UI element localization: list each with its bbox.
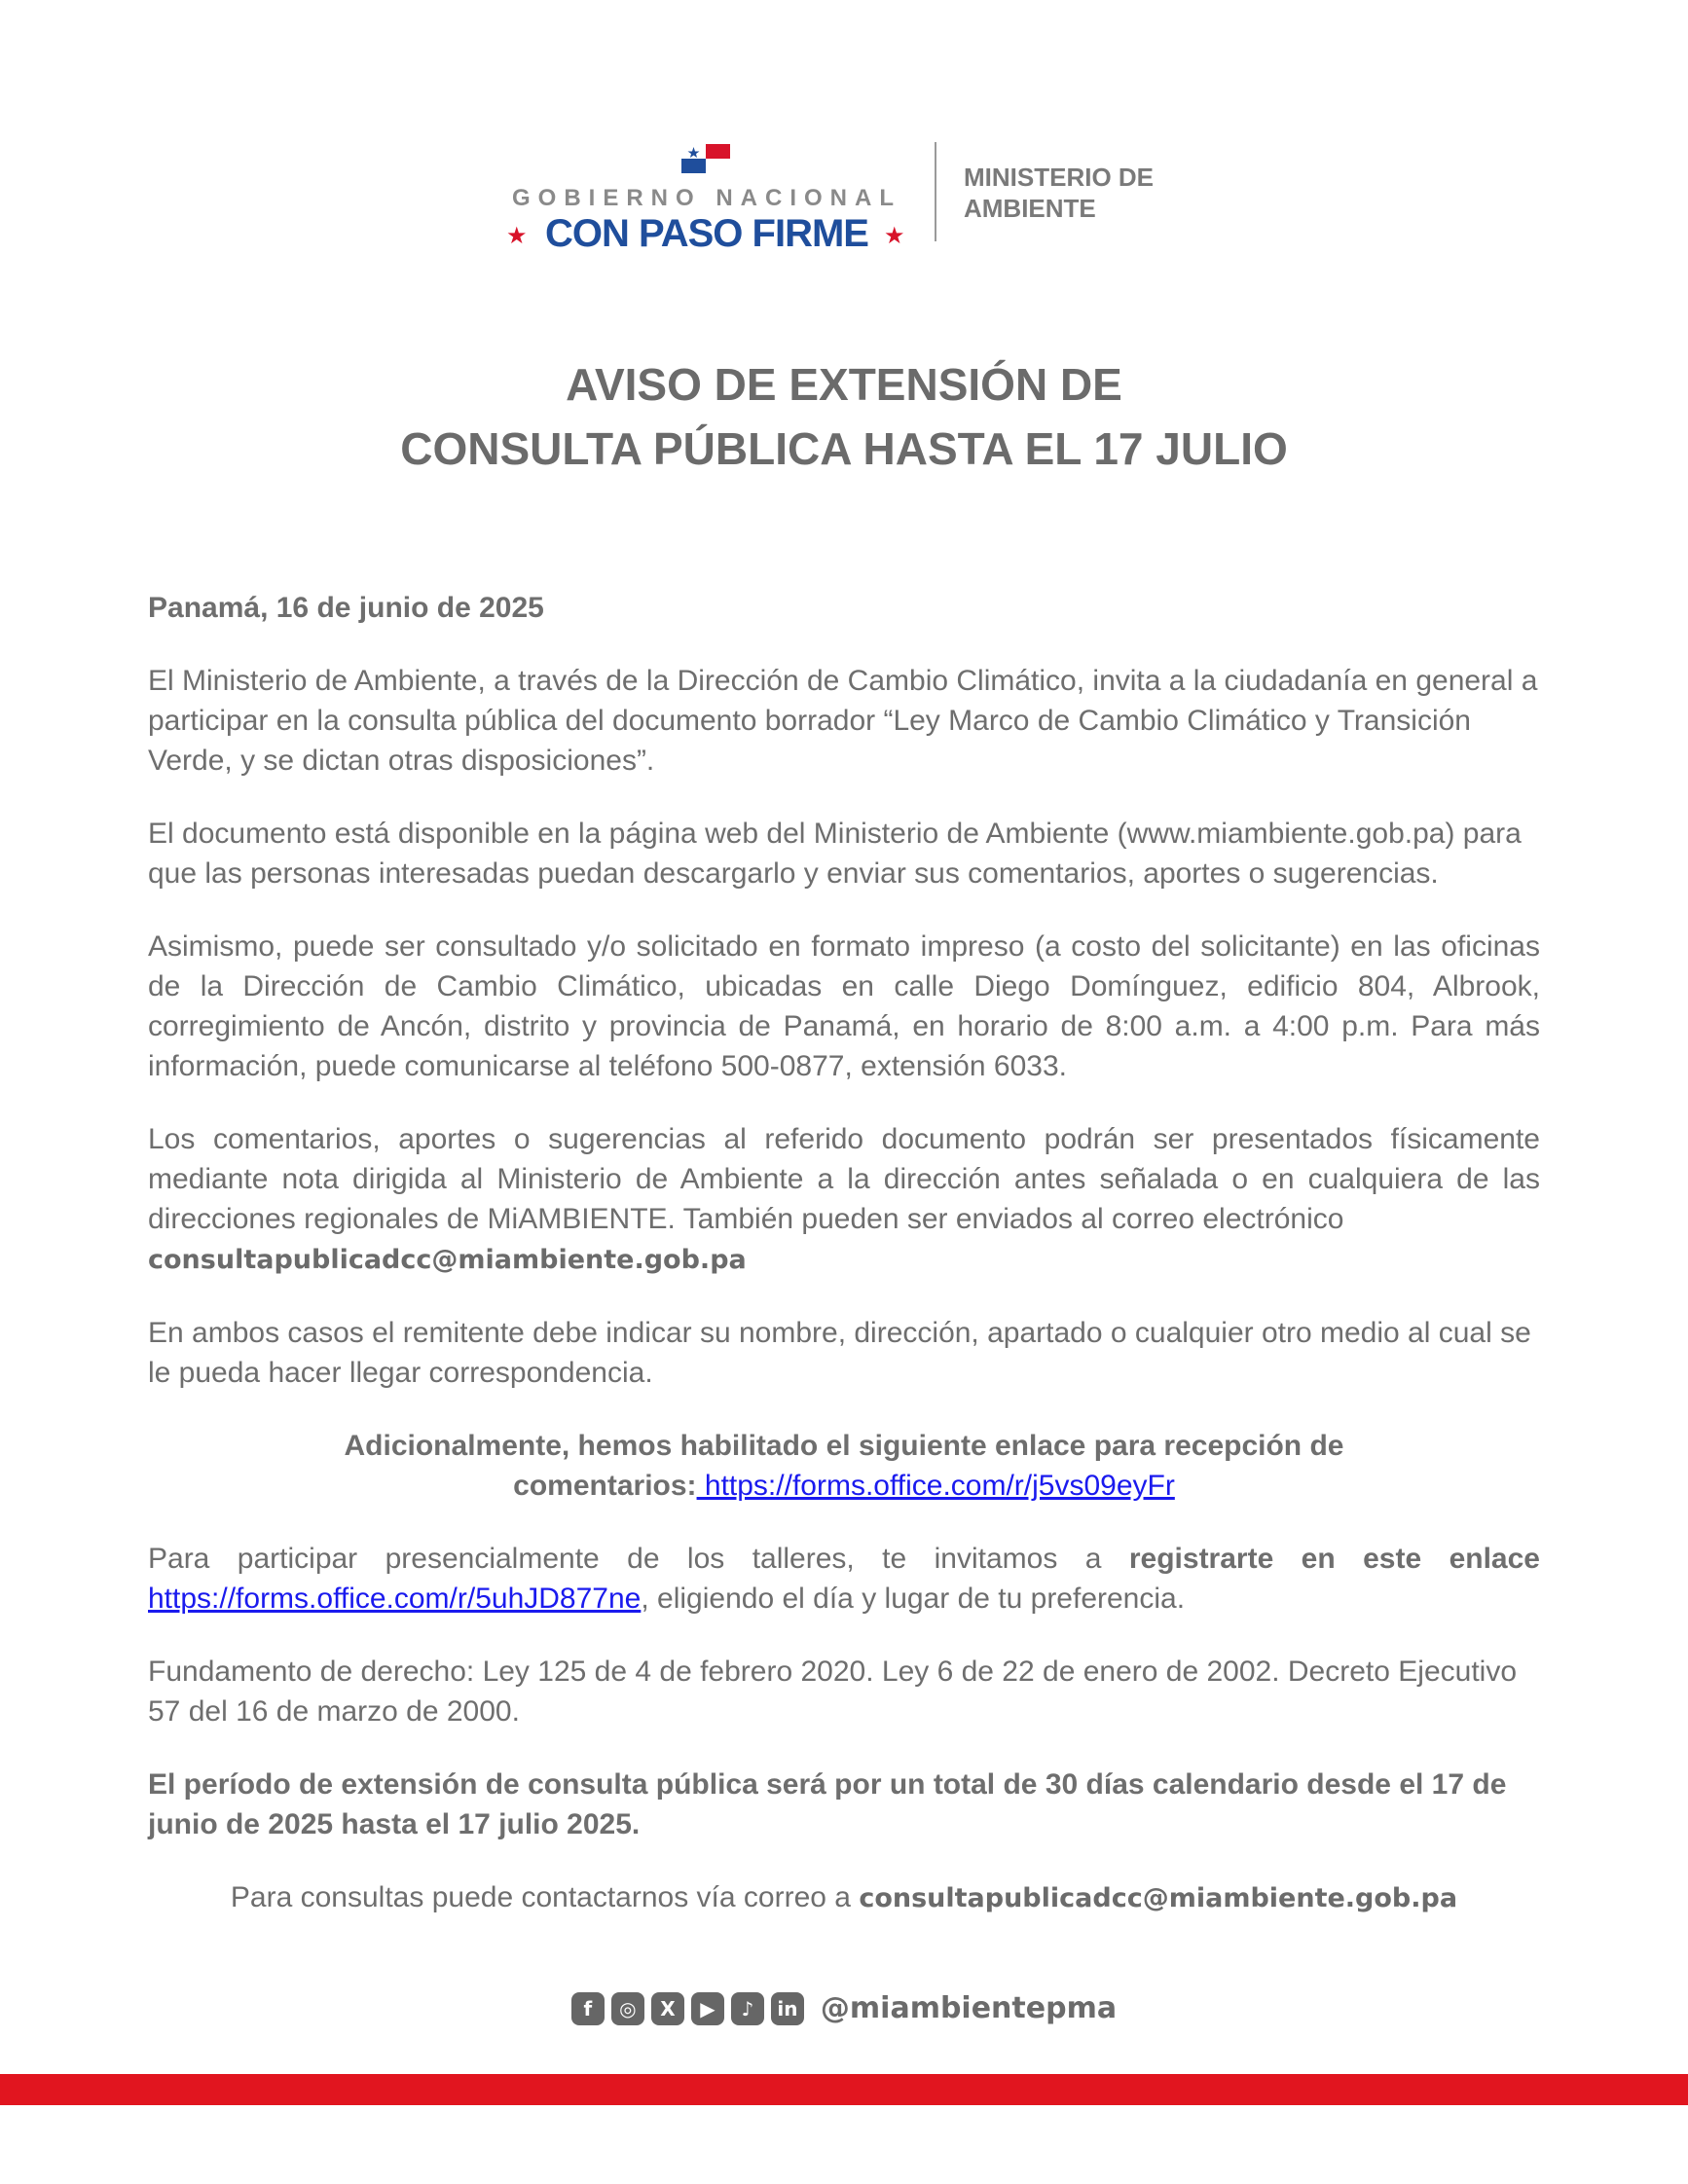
contact-pre: Para consultas puede contactarnos vía correo a [230, 1881, 860, 1913]
ministry-logo [964, 162, 1154, 224]
tiktok-icon: ♪ [731, 1992, 764, 2025]
gov-logo-line2: CON PASO FIRME [545, 212, 868, 255]
header [0, 136, 1688, 253]
paragraph-form-link [148, 1426, 1540, 1506]
x-icon: X [651, 1992, 684, 2025]
paragraph-legal: Fundamento de derecho: Ley 125 de 4 de febrero 2020. Ley 6 de 22 de enero de 2002. Decreto Ejecutivo 57 del 16 de marzo de 2000. [148, 1656, 1518, 1728]
star-right-icon: ★ [884, 223, 905, 249]
page-title [0, 352, 1688, 481]
youtube-icon: ▶ [691, 1992, 724, 2025]
paragraph-intro: El Ministerio de Ambiente, a través de la Dirección de Cambio Climático, invita a la ciudadanía en general a participar en la consulta pública del documento borrador “Ley Marco de Cambio Climático y Transición Verde, y se dictan otras disposiciones”. [148, 665, 1538, 777]
star-left-icon: ★ [506, 223, 528, 249]
gov-logo-line1: GOBIERNO NACIONAL [512, 185, 901, 211]
comments-text: Los comentarios, aportes o sugerencias al referido documento podrán ser presentados físicamente mediante nota dirigida al Ministerio de Ambiente a la dirección antes señalada o en cualquiera de las direcciones regionales de MiAMBIENTE. También pueden ser enviados al correo electrónico [148, 1123, 1540, 1235]
workshops-form-link[interactable]: https://forms.office.com/r/5uhJD877ne [148, 1583, 642, 1615]
form-link-label: comentarios: [513, 1470, 697, 1502]
instagram-icon: ◎ [611, 1992, 644, 2025]
header-divider [935, 142, 936, 241]
paragraph-comments [148, 1119, 1540, 1280]
comments-email: consultapublicadcc@miambiente.gob.pa [148, 1245, 747, 1275]
facebook-icon: f [571, 1992, 605, 2025]
workshops-bold: registrarte en este enlace [1128, 1543, 1540, 1575]
paragraph-period: El período de extensión de consulta pública será por un total de 30 días calendario desde el 17 de junio de 2025 hasta el 17 julio 2025. [148, 1768, 1507, 1840]
linkedin-icon: in [771, 1992, 804, 2025]
ministry-line2: AMBIENTE [964, 194, 1096, 223]
workshops-post: , eligiendo el día y lugar de tu preferencia. [641, 1583, 1186, 1615]
paragraph-availability: El documento está disponible en la página web del Ministerio de Ambiente (www.miambiente.gob.pa) para que las personas interesadas puedan descargarlo y enviar sus comentarios, aportes o sugerencias. [148, 818, 1522, 890]
paragraph-workshops [148, 1539, 1540, 1619]
title-line2: CONSULTA PÚBLICA HASTA EL 17 JULIO [400, 423, 1288, 474]
form-link-line1: Adicionalmente, hemos habilitado el siguiente enlace para recepción de [344, 1430, 1344, 1462]
social-handle: @miambientepma [820, 1991, 1118, 2025]
workshops-pre: Para participar presencialmente de los talleres, te invitamos a [148, 1543, 1129, 1575]
footer-red-bar [0, 2074, 1688, 2105]
social-footer [0, 1991, 1688, 2030]
ministry-line1: MINISTERIO DE [964, 163, 1155, 192]
title-line1: AVISO DE EXTENSIÓN DE [566, 359, 1122, 410]
paragraph-contact [148, 1877, 1540, 1918]
contact-email: consultapublicadcc@miambiente.gob.pa [859, 1883, 1458, 1913]
comments-form-link[interactable]: https://forms.office.com/r/j5vs09eyFr [696, 1470, 1175, 1502]
paragraph-sender: En ambos casos el remitente debe indicar su nombre, dirección, apartado o cualquier otro medio al cual se le pueda hacer llegar correspondencia. [148, 1317, 1531, 1389]
notice-body [148, 588, 1540, 1951]
paragraph-print: Asimismo, puede ser consultado y/o solicitado en formato impreso (a costo del solicitante) en las oficinas de la Dirección de Cambio Climático, ubicadas en calle Diego Domínguez, edificio 804, Albrook, corregimiento de Ancón, distrito y provincia de Panamá, en horario de 8:00 a.m. a 4:00 p.m. Para más información, puede comunicarse al teléfono 500-0877, extensión 6033. [148, 930, 1540, 1082]
panama-flag-icon [681, 144, 730, 173]
notice-date: Panamá, 16 de junio de 2025 [148, 592, 544, 624]
